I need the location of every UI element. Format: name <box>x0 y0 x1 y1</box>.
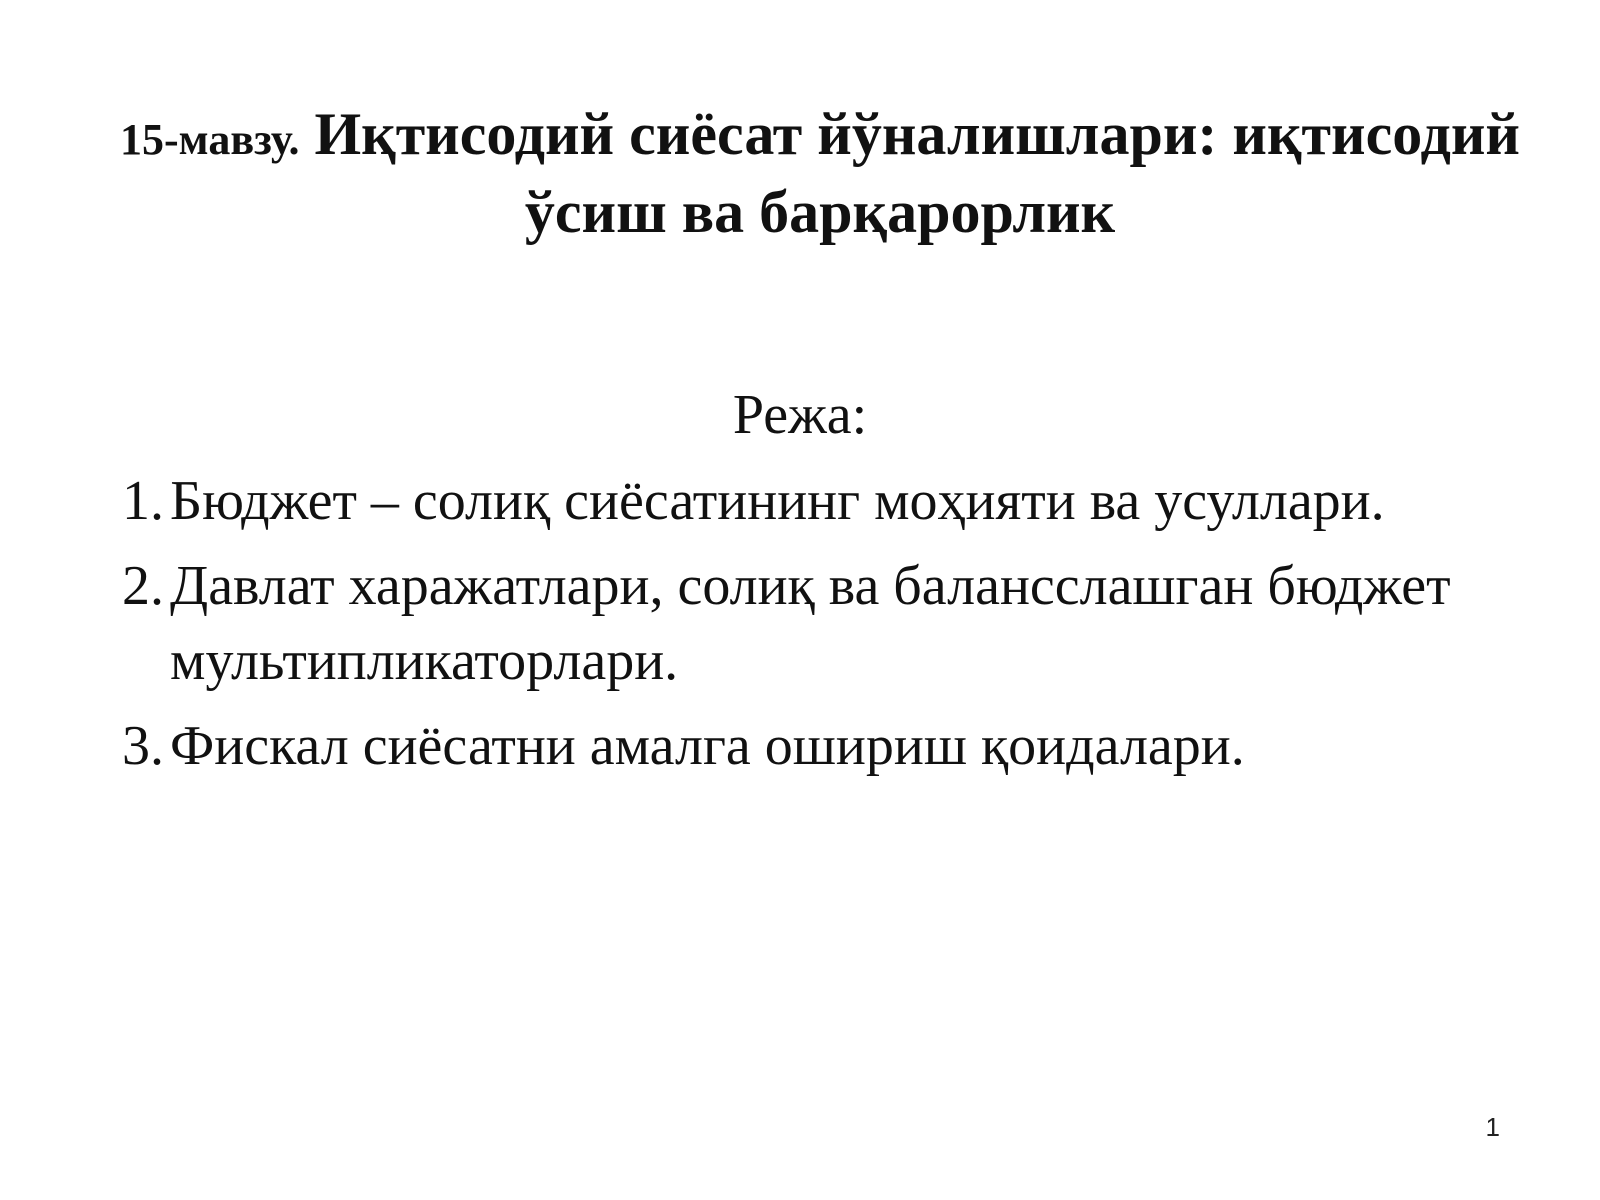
title-prefix: 15-мавзу. <box>120 115 300 164</box>
plan-heading: Режа: <box>732 384 868 446</box>
list-item <box>122 709 1462 784</box>
list-item <box>122 549 1462 699</box>
slide-title <box>60 98 1580 248</box>
list-item-text: Фискал сиёсатни амалга ошириш қоидалари. <box>170 715 1245 777</box>
list-item-number: 1. <box>122 470 164 532</box>
list-item-text: Давлат харажатлари, солиқ ва балансслашган бюджет мультипликаторлари. <box>170 555 1451 692</box>
plan-list <box>122 464 1462 794</box>
page-number: 1 <box>1485 1112 1500 1142</box>
list-item-number: 2. <box>122 555 164 617</box>
list-item <box>122 464 1462 539</box>
list-item-text: Бюджет – солиқ сиёсатининг моҳияти ва усуллари. <box>170 470 1385 532</box>
title-main: Иқтисодий сиёсат йўналишлари: иқтисодий ўсиш ва барқарорлик <box>314 101 1520 245</box>
list-item-number: 3. <box>122 715 164 777</box>
